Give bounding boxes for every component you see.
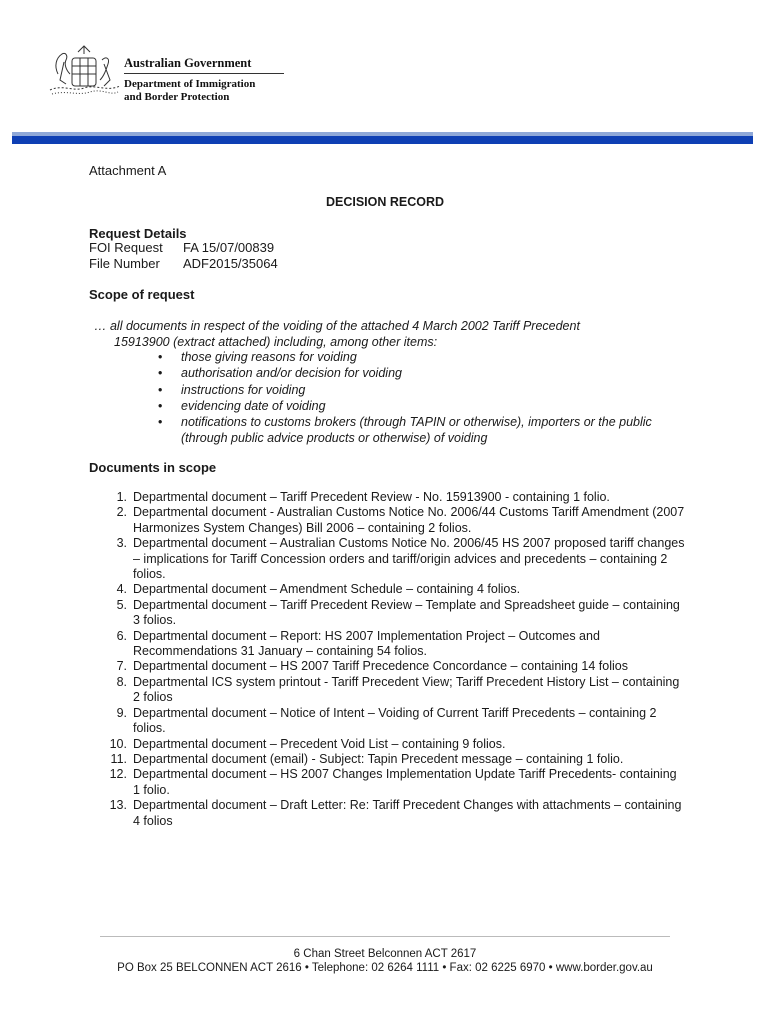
document-item: [105, 659, 685, 674]
scope-bullet: • instructions for voiding: [130, 382, 690, 398]
document-item: [105, 490, 685, 505]
document-number: 5.: [116, 597, 127, 612]
document-item: [105, 536, 685, 582]
document-text: Departmental document - Australian Customs Notice No. 2006/44 Customs Tariff Amendment (2007 Harmonizes System Changes) Bill 2006 – containing 2 folios.: [133, 505, 685, 535]
document-number: 11.: [110, 751, 127, 766]
document-text: Departmental ICS system printout - Tariff Precedent View; Tariff Precedent History List – containing 2 folios: [133, 674, 680, 705]
document-item: [105, 706, 685, 737]
document-item: [105, 737, 685, 752]
scope-intro-line-2: 15913900 (extract attached) including, among other items:: [114, 335, 438, 349]
scope-intro-line-1: … all documents in respect of the voiding of the attached 4 March 2002 Tariff Precedent: [94, 319, 580, 333]
document-text: Departmental document – Precedent Void List – containing 9 folios.: [133, 736, 506, 751]
department-line-2: and Border Protection: [124, 91, 230, 103]
document-text: Departmental document – Australian Customs Notice No. 2006/45 HS 2007 proposed tariff changes – implications for Tariff Concession orders and tariff/origin advices and precedents – containing 2 folios.: [133, 536, 685, 582]
file-number-row: [89, 256, 278, 272]
footer-rule: [100, 936, 670, 937]
document-item: [105, 582, 685, 597]
document-number: 6.: [116, 628, 127, 643]
footer-contact: PO Box 25 BELCONNEN ACT 2616 • Telephone: 02 6264 1111 • Fax: 02 6225 6970 • www.border.gov.au: [117, 962, 653, 974]
document-number: 12.: [109, 767, 127, 782]
document-text: Departmental document – Amendment Schedule – containing 4 folios.: [133, 582, 521, 597]
document-item: [105, 629, 685, 660]
file-number-value: ADF2015/35064: [183, 256, 278, 271]
document-text: Departmental document – HS 2007 Changes Implementation Update Tariff Precedents- containing 1 folio.: [133, 767, 677, 797]
document-item: [105, 798, 685, 829]
document-item: [105, 767, 685, 798]
attachment-label: Attachment A: [89, 163, 167, 178]
scope-bullet: • evidencing date of voiding: [130, 398, 690, 414]
document-text: Departmental document – HS 2007 Tariff Precedence Concordance – containing 14 folios: [133, 659, 628, 674]
request-details-heading: Request Details: [89, 226, 187, 241]
coat-of-arms-logo: [44, 40, 124, 100]
document-number: 13.: [109, 798, 127, 813]
department-name: [124, 78, 324, 104]
document-text: Departmental document – Draft Letter: Re: Tariff Precedent Changes with attachments – containing 4 folios: [133, 798, 682, 828]
foi-request-label: FOI Request: [89, 240, 163, 255]
document-number: 1.: [116, 490, 127, 504]
scope-heading: Scope of request: [89, 287, 195, 302]
scope-bullet: • those giving reasons for voiding: [130, 349, 690, 365]
scope-bullet: • notifications to customs brokers (through TAPIN or otherwise), importers or the public (through public advice products or otherwise) of voiding: [130, 414, 690, 447]
document-title: DECISION RECORD: [325, 195, 445, 209]
document-number: 8.: [116, 674, 127, 689]
document-text: Departmental document – Report: HS 2007 Implementation Project – Outcomes and Recommendations 31 January – containing 54 folios.: [133, 628, 600, 659]
document-text: Departmental document (email) - Subject: Tapin Precedent message – containing 1 folio.: [133, 751, 624, 766]
document-text: Departmental document – Tariff Precedent Review - No. 15913900 - containing 1 folio.: [133, 490, 610, 504]
document-number: 4.: [116, 582, 127, 597]
foi-request-row: [89, 240, 274, 256]
document-text: Departmental document – Notice of Intent – Voiding of Current Tariff Precedents – containing 2 folios.: [133, 705, 657, 736]
document-item: [105, 675, 685, 706]
file-number-label: File Number: [89, 256, 160, 271]
document-number: 7.: [116, 659, 127, 674]
band-dark-stripe: [12, 136, 753, 144]
scope-intro: [94, 318, 694, 350]
scope-bullet: • authorisation and/or decision for voiding: [130, 365, 690, 381]
scope-bullet-list: [130, 349, 690, 447]
header-colour-band: [12, 132, 753, 145]
document-number: 9.: [116, 705, 127, 720]
department-line-1: Department of Immigration: [124, 78, 256, 90]
document-number: 10.: [109, 736, 127, 751]
document-number: 3.: [116, 536, 127, 551]
document-item: [105, 598, 685, 629]
document-text: Departmental document – Tariff Precedent Review – Template and Spreadsheet guide – containing 3 folios.: [133, 597, 680, 628]
document-item: [105, 752, 685, 767]
documents-list: [105, 490, 685, 829]
footer-address: 6 Chan Street Belconnen ACT 2617: [293, 948, 477, 960]
documents-heading: Documents in scope: [89, 460, 217, 475]
header-rule: [124, 73, 284, 74]
document-number: 2.: [116, 505, 127, 520]
foi-request-value: FA 15/07/00839: [183, 240, 275, 255]
government-name: Australian Government: [124, 56, 252, 70]
document-item: [105, 505, 685, 536]
